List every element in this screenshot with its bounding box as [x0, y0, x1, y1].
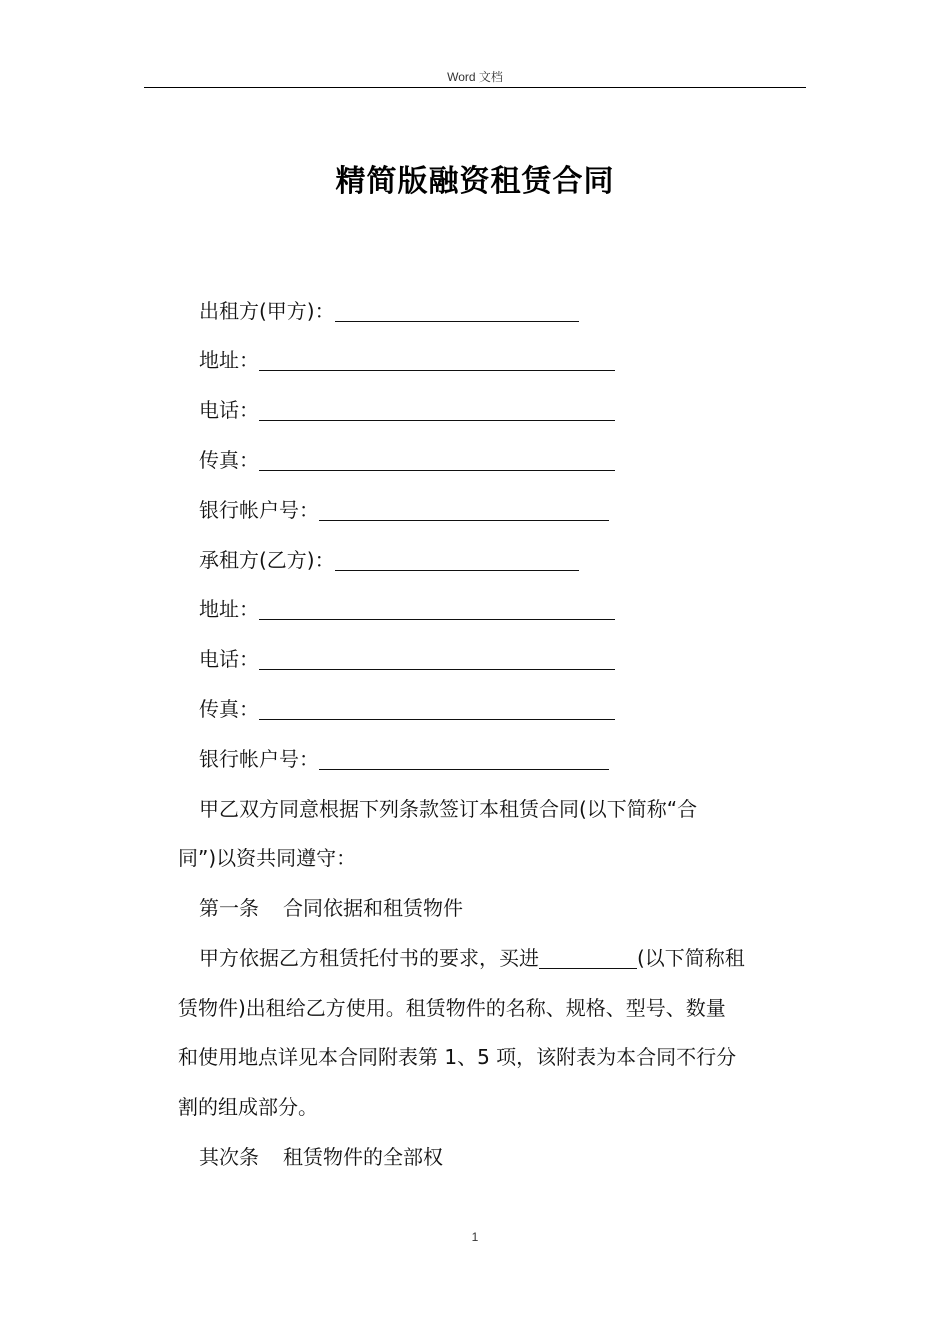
article-1-para-line-1-text-b: (以下简称租 — [637, 946, 745, 970]
page-number: 1 — [471, 1230, 479, 1244]
article-2-title: 租赁物件的全部权 — [283, 1145, 443, 1169]
article-1-number: 第一条 — [199, 896, 259, 920]
article-1-para-line-2: 赁物件)出租给乙方使用。租赁物件的名称、规格、型号、数量 — [178, 996, 726, 1020]
party-b-address-label: 地址： — [199, 597, 259, 621]
party-a-fax-blank — [259, 448, 615, 471]
party-a-name-blank — [335, 299, 579, 322]
party-b-address-blank — [259, 597, 615, 620]
party-a-bank-blank — [319, 498, 609, 521]
header-text: Word 文档 — [447, 70, 503, 84]
party-a-address-label: 地址： — [199, 348, 259, 372]
party-a-name-label: 出租方(甲方)： — [199, 299, 335, 323]
article-1-para-line-3: 和使用地点详见本合同附表第 1、5 项，该附表为本合同不行分 — [178, 1045, 737, 1069]
article-1-para-line-4: 割的组成部分。 — [178, 1095, 318, 1119]
party-a-bank-label: 银行帐户号： — [199, 498, 319, 522]
party-b-bank-blank — [319, 747, 609, 770]
article-1-title: 合同依据和租赁物件 — [283, 896, 463, 920]
party-a-phone-row — [199, 395, 615, 425]
party-a-name-row — [199, 296, 579, 326]
party-b-phone-label: 电话： — [199, 647, 259, 671]
party-b-bank-label: 银行帐户号： — [199, 747, 319, 771]
party-a-fax-label: 传真： — [199, 448, 259, 472]
party-b-name-label: 承租方(乙方)： — [199, 548, 335, 572]
article-2-number: 其次条 — [199, 1145, 259, 1169]
party-b-fax-row — [199, 694, 615, 724]
header-rule — [144, 87, 806, 88]
party-b-bank-row — [199, 744, 609, 774]
article-2-heading — [199, 1142, 443, 1172]
party-b-fax-label: 传真： — [199, 697, 259, 721]
party-a-address-row — [199, 345, 615, 375]
party-b-name-row — [199, 545, 579, 575]
article-1-item-blank — [539, 946, 637, 969]
party-a-fax-row — [199, 445, 615, 475]
party-a-address-blank — [259, 348, 615, 371]
party-b-phone-row — [199, 644, 615, 674]
party-a-bank-row — [199, 495, 609, 525]
party-b-phone-blank — [259, 647, 615, 670]
party-b-address-row — [199, 594, 615, 624]
party-b-fax-blank — [259, 697, 615, 720]
article-1-heading — [199, 893, 463, 923]
intro-line-1: 甲乙双方同意根据下列条款签订本租赁合同(以下简称“合 — [199, 797, 698, 821]
article-1-para-line-1 — [199, 943, 745, 973]
document-title: 精简版融资租赁合同 — [335, 164, 615, 199]
party-a-phone-label: 电话： — [199, 398, 259, 422]
article-1-para-line-1-text-a: 甲方依据乙方租赁托付书的要求，买进 — [199, 946, 539, 970]
party-a-phone-blank — [259, 398, 615, 421]
intro-line-2: 同”)以资共同遵守： — [178, 846, 357, 870]
party-b-name-blank — [335, 548, 579, 571]
